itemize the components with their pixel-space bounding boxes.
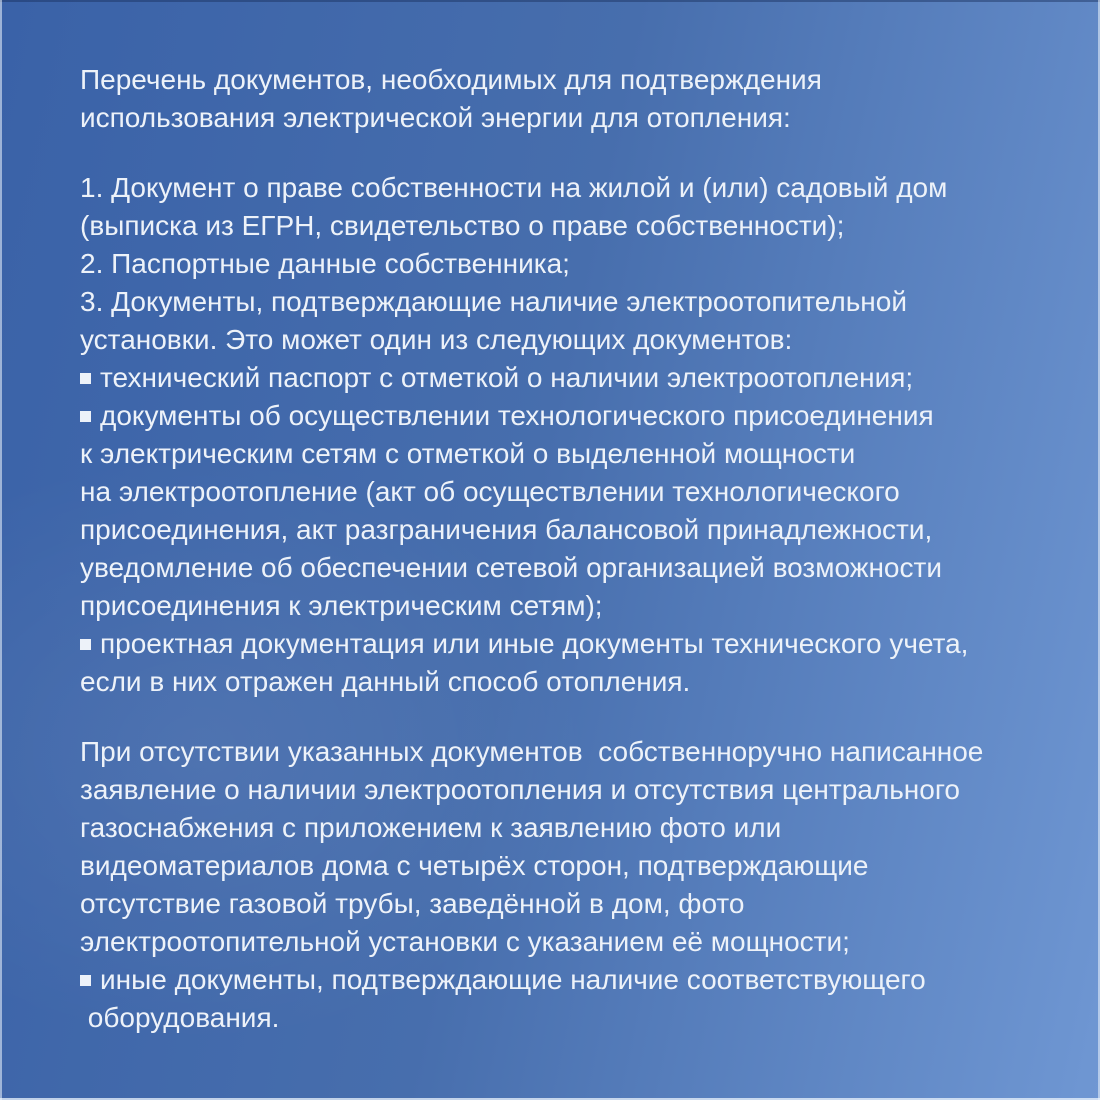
line-text: использования электрической энергии для отопления:	[80, 102, 791, 133]
line-text: документы об осуществлении технологического присоединения	[100, 400, 934, 431]
line-text: электроотопительной установки с указанием её мощности;	[80, 926, 850, 957]
bullet-square-icon	[80, 373, 91, 384]
text-line	[80, 321, 1066, 359]
text-line	[80, 663, 1066, 701]
text-line	[80, 733, 1066, 771]
text-line	[80, 397, 1066, 435]
text-line	[80, 999, 1066, 1037]
top-edge-line	[0, 0, 1100, 2]
line-text: установки. Это может один из следующих документов:	[80, 324, 793, 355]
line-text: если в них отражен данный способ отопления.	[80, 666, 691, 697]
left-edge-line	[0, 0, 2, 1100]
line-text: присоединения, акт разграничения балансовой принадлежности,	[80, 514, 933, 545]
line-text: технический паспорт с отметкой о наличии электроотопления;	[100, 362, 914, 393]
line-text: (выписка из ЕГРН, свидетельство о праве собственности);	[80, 210, 845, 241]
text-line	[80, 923, 1066, 961]
line-text: 1. Документ о праве собственности на жилой и (или) садовый дом	[80, 172, 948, 203]
line-text: уведомление об обеспечении сетевой организацией возможности	[80, 552, 942, 583]
text-line	[80, 283, 1066, 321]
line-text: Перечень документов, необходимых для подтверждения	[80, 64, 822, 95]
text-line	[80, 473, 1066, 511]
text-line	[80, 625, 1066, 663]
bullet-square-icon	[80, 975, 91, 986]
text-line	[80, 549, 1066, 587]
text-line	[80, 847, 1066, 885]
line-text: оборудования.	[80, 1002, 280, 1033]
text-line	[80, 169, 1066, 207]
text-block	[80, 61, 1066, 1069]
text-line	[80, 885, 1066, 923]
line-text: 3. Документы, подтверждающие наличие электроотопительной	[80, 286, 907, 317]
line-text: 2. Паспортные данные собственника;	[80, 248, 570, 279]
text-line	[80, 99, 1066, 137]
text-line	[80, 511, 1066, 549]
text-line	[80, 771, 1066, 809]
text-line	[80, 207, 1066, 245]
line-text: на электроотопление (акт об осуществлении технологического	[80, 476, 900, 507]
line-text: к электрическим сетям с отметкой о выделенной мощности	[80, 438, 856, 469]
bullet-square-icon	[80, 639, 91, 650]
line-text: отсутствие газовой трубы, заведённой в дом, фото	[80, 888, 745, 919]
text-line	[80, 809, 1066, 847]
text-line	[80, 61, 1066, 99]
line-text: заявление о наличии электроотопления и отсутствия центрального	[80, 774, 960, 805]
text-line	[80, 245, 1066, 283]
text-line	[80, 961, 1066, 999]
line-text: При отсутствии указанных документов собственноручно написанное	[80, 736, 984, 767]
line-text: иные документы, подтверждающие наличие соответствующего	[100, 964, 926, 995]
line-text: присоединения к электрическим сетям);	[80, 590, 603, 621]
line-text: видеоматериалов дома с четырёх сторон, подтверждающие	[80, 850, 869, 881]
title-paragraph	[80, 61, 1066, 137]
text-line	[80, 359, 1066, 397]
no-documents-paragraph	[80, 733, 1066, 1037]
text-line	[80, 587, 1066, 625]
text-line	[80, 435, 1066, 473]
line-text: газоснабжения с приложением к заявлению фото или	[80, 812, 782, 843]
bullet-square-icon	[80, 411, 91, 422]
documents-list-paragraph	[80, 169, 1066, 701]
line-text: проектная документация или иные документы технического учета,	[100, 628, 969, 659]
